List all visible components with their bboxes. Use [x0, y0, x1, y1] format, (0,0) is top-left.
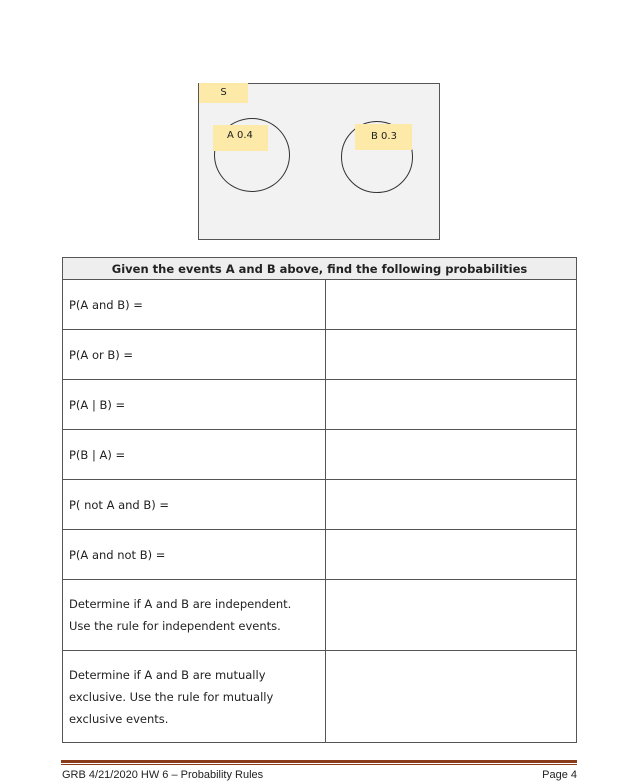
question-cell: P( not A and B) = — [63, 480, 326, 530]
event-b-label: B 0.3 — [355, 124, 412, 150]
event-a-label: A 0.4 — [213, 125, 268, 151]
question-line: Determine if A and B are independent. — [69, 597, 292, 611]
question-cell: P(A | B) = — [63, 380, 326, 430]
table-row — [63, 530, 577, 580]
question-line: Use the rule for independent events. — [69, 619, 281, 633]
answer-cell[interactable] — [325, 530, 576, 580]
question-cell: P(A and B) = — [63, 280, 326, 330]
table-row — [63, 330, 577, 380]
answer-cell[interactable] — [325, 280, 576, 330]
table-row — [63, 480, 577, 530]
question-cell: P(B | A) = — [63, 430, 326, 480]
question-cell: P(A or B) = — [63, 330, 326, 380]
probability-table — [62, 257, 577, 743]
answer-cell[interactable] — [325, 580, 576, 651]
question-cell — [63, 580, 326, 651]
table-row — [63, 380, 577, 430]
venn-diagram — [198, 83, 440, 240]
footer-rule-thin — [61, 764, 577, 765]
answer-cell[interactable] — [325, 380, 576, 430]
question-line: Determine if A and B are mutually — [69, 667, 266, 682]
question-line: exclusive. Use the rule for mutually — [69, 689, 274, 704]
answer-cell[interactable] — [325, 430, 576, 480]
table-row — [63, 430, 577, 480]
question-cell: P(A and not B) = — [63, 530, 326, 580]
answer-cell[interactable] — [325, 480, 576, 530]
answer-cell[interactable] — [325, 651, 576, 743]
table-row — [63, 651, 577, 743]
question-line: exclusive events. — [69, 711, 169, 726]
footer-page-number: Page 4 — [542, 769, 577, 781]
footer-rule-thick — [61, 760, 577, 763]
table-row — [63, 280, 577, 330]
sample-space-label: S — [199, 83, 248, 103]
footer-course-info: GRB 4/21/2020 HW 6 – Probability Rules — [62, 769, 264, 781]
answer-cell[interactable] — [325, 330, 576, 380]
table-header: Given the events A and B above, find the following probabilities — [63, 258, 577, 280]
question-cell — [63, 651, 326, 743]
table-row — [63, 580, 577, 651]
